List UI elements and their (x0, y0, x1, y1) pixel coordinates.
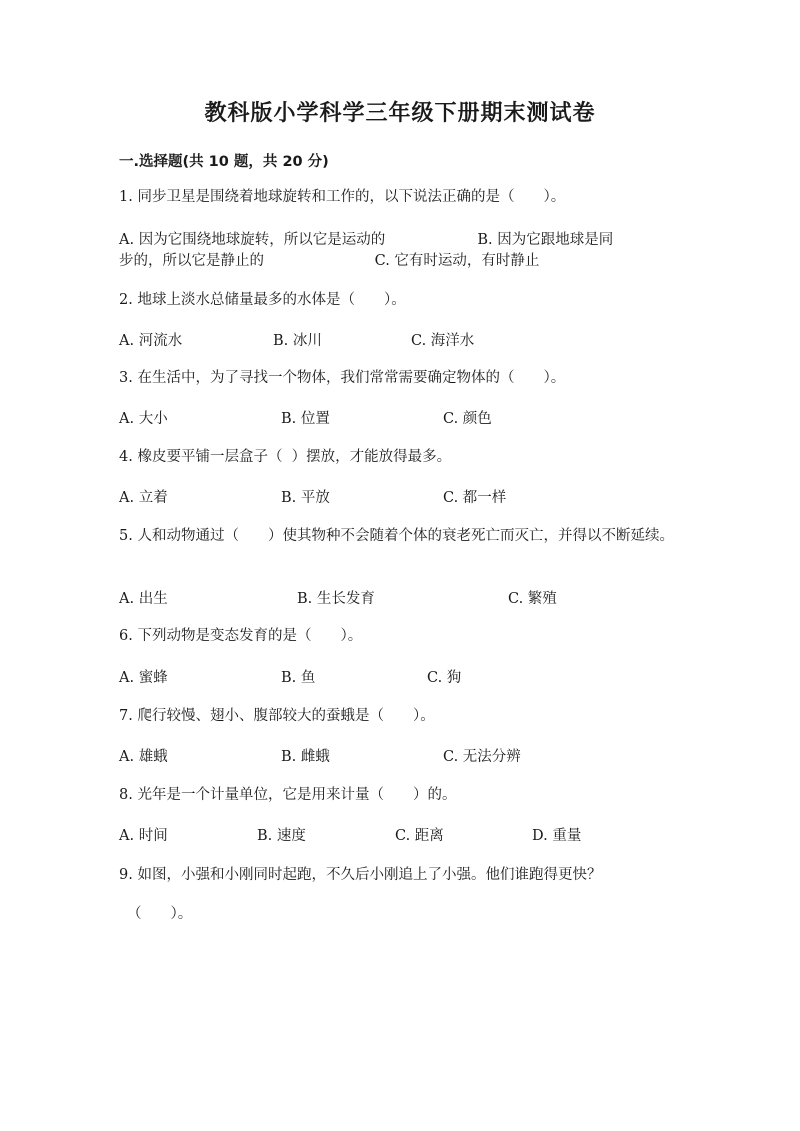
question-7-stem: 7. 爬行较慢、翅小、腹部较大的蚕蛾是（ ）。 (119, 708, 435, 724)
question-8-option-d: D. 重量 (532, 828, 582, 844)
question-8-option-b: B. 速度 (257, 828, 306, 844)
question-6-option-a: A. 蜜蜂 (119, 670, 168, 686)
question-8-stem: 8. 光年是一个计量单位，它是用来计量（ ）的。 (119, 787, 457, 803)
question-1-options-line-1: A. 因为它围绕地球旋转，所以它是运动的 B. 因为它跟地球是同 (119, 232, 614, 248)
question-1-stem: 1. 同步卫星是围绕着地球旋转和工作的，以下说法正确的是（ ）。 (119, 189, 566, 205)
question-5-stem: 5. 人和动物通过（ ）使其物种不会随着个体的衰老死亡而灭亡，并得以不断延续。 (119, 528, 674, 544)
question-1-options-line-2: 步的，所以它是静止的 C. 它有时运动，有时静止 (119, 253, 540, 269)
question-2-stem: 2. 地球上淡水总储量最多的水体是（ ）。 (119, 292, 406, 308)
question-2-option-a: A. 河流水 (119, 333, 183, 349)
page-title: 教科版小学科学三年级下册期末测试卷 (204, 101, 596, 126)
question-5-option-c: C. 繁殖 (508, 591, 557, 607)
question-5-option-b: B. 生长发育 (297, 591, 375, 607)
question-2-option-c: C. 海洋水 (411, 333, 475, 349)
question-4-option-b: B. 平放 (281, 490, 330, 506)
question-4-option-a: A. 立着 (119, 490, 168, 506)
question-3-option-a: A. 大小 (119, 411, 168, 427)
question-7-option-c: C. 无法分辨 (443, 749, 521, 765)
section-heading: 一.选择题(共 10 题，共 20 分) (119, 154, 329, 170)
question-3-option-b: B. 位置 (281, 411, 330, 427)
question-7-option-a: A. 雄蛾 (119, 749, 168, 765)
question-4-option-c: C. 都一样 (443, 490, 507, 506)
question-8-option-c: C. 距离 (395, 828, 444, 844)
question-8-option-a: A. 时间 (119, 828, 168, 844)
question-4-stem: 4. 橡皮要平铺一层盒子（ ）摆放，才能放得最多。 (119, 449, 452, 465)
question-5-option-a: A. 出生 (119, 591, 168, 607)
question-2-option-b: B. 冰川 (273, 333, 322, 349)
question-3-stem: 3. 在生活中，为了寻找一个物体，我们常常需要确定物体的（ ）。 (119, 370, 566, 386)
question-6-option-b: B. 鱼 (281, 670, 316, 686)
question-6-stem: 6. 下列动物是变态发育的是（ ）。 (119, 628, 363, 644)
question-9-stem: 9. 如图，小强和小刚同时起跑，不久后小刚追上了小强。他们谁跑得更快？ (119, 867, 602, 883)
question-3-option-c: C. 颜色 (443, 411, 492, 427)
question-7-option-b: B. 雌蛾 (281, 749, 330, 765)
question-6-option-c: C. 狗 (427, 670, 462, 686)
question-9-answer-blank: （ ）。 (127, 906, 193, 922)
